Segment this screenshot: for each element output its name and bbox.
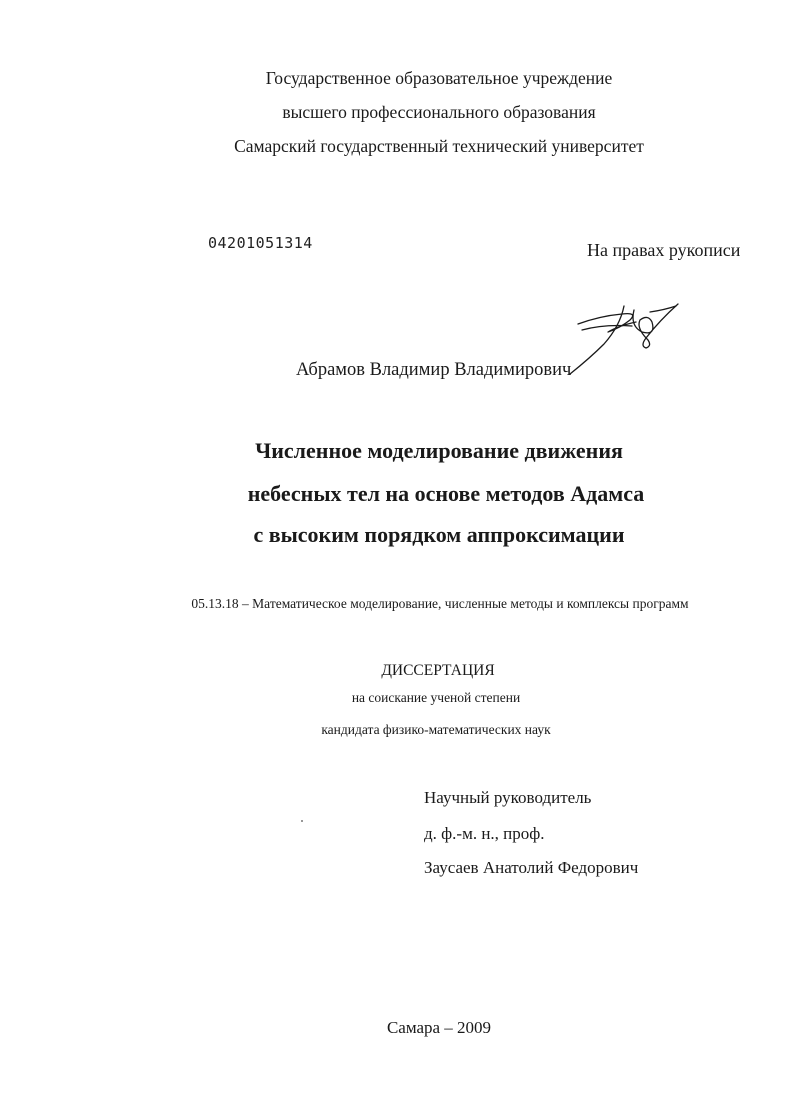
dissertation-heading: ДИССЕРТАЦИЯ <box>381 662 495 679</box>
title-line-2: небесных тел на основе методов Адамса <box>247 481 645 506</box>
author-signature <box>560 296 690 376</box>
title-line-3: с высоким порядком аппроксимации <box>253 522 625 547</box>
advisor-degree: д. ф.-м. н., проф. <box>424 824 545 843</box>
dissertation-degree-line: на соискание ученой степени <box>351 690 521 705</box>
institution-line-3: Самарский государственный технический университет <box>234 136 644 156</box>
advisor-role: Научный руководитель <box>424 788 592 807</box>
manuscript-rights-label: На правах рукописи <box>587 240 741 260</box>
institution-line-1: Государственное образовательное учреждение <box>265 68 613 88</box>
advisor-name: Заусаев Анатолий Федорович <box>424 858 639 877</box>
author-name: Абрамов Владимир Владимирович <box>296 360 572 380</box>
city-year: Самара – 2009 <box>386 1018 492 1037</box>
dissertation-field-line: кандидата физико-математических наук <box>321 722 551 737</box>
scan-speck <box>301 820 303 822</box>
title-line-1: Численное моделирование движения <box>255 438 623 463</box>
catalog-code: 04201051314 <box>208 234 313 252</box>
specialty-code: 05.13.18 – Математическое моделирование, численные методы и комплексы программ <box>191 596 689 611</box>
institution-line-2: высшего профессионального образования <box>282 102 596 122</box>
